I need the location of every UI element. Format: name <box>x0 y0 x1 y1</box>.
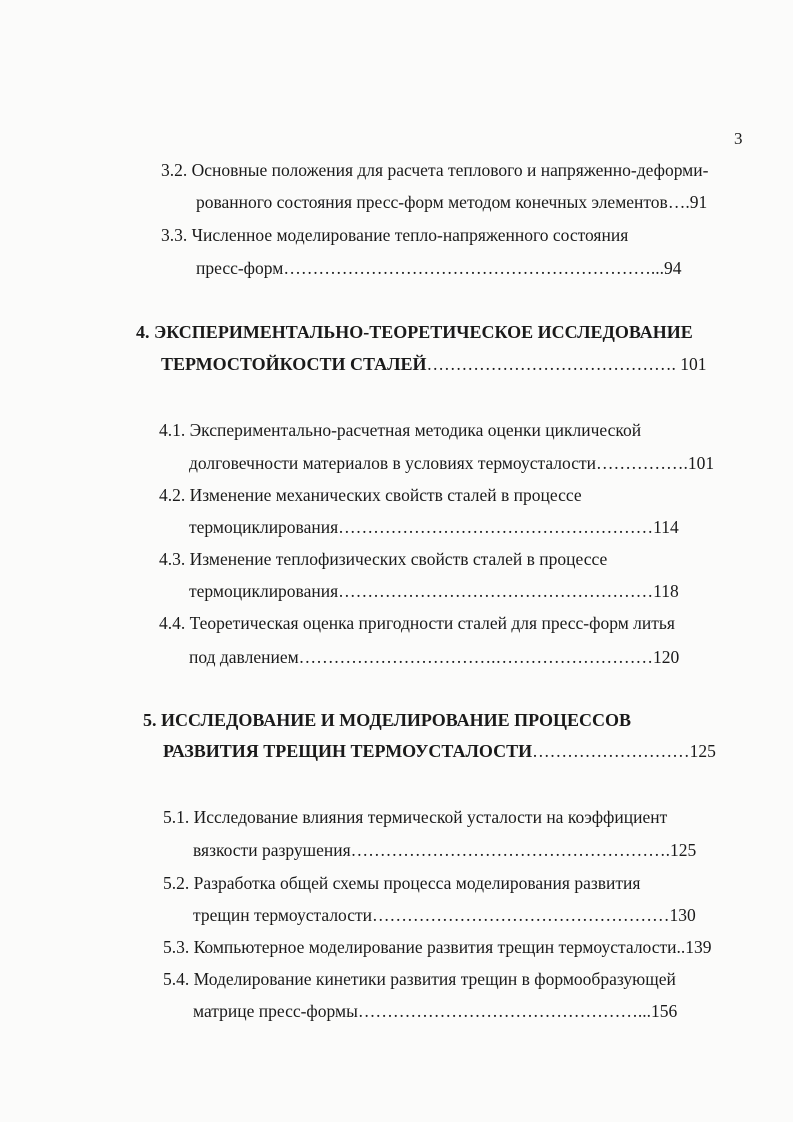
toc-4-2-line-2: термоциклирования………………………………………………114 <box>189 517 679 537</box>
toc-chapter-4-line-2 <box>161 352 707 376</box>
page-number: 3 <box>734 129 743 148</box>
toc-chapter-4-page: ……………………………………. 101 <box>426 354 707 374</box>
toc-chapter-5-page: ………………………125 <box>532 741 716 761</box>
toc-3-2-line-2: рованного состояния пресс-форм методом конечных элементов….91 <box>196 192 708 212</box>
toc-4-4-line-1: 4.4. Теоретическая оценка пригодности сталей для пресс-форм литья <box>159 613 675 633</box>
toc-3-3-line-1: 3.3. Численное моделирование тепло-напряженного состояния <box>161 225 629 245</box>
toc-4-3-line-1: 4.3. Изменение теплофизических свойств сталей в процессе <box>159 549 608 569</box>
toc-5-1-line-1: 5.1. Исследование влияния термической усталости на коэффициент <box>163 807 668 827</box>
toc-4-1-line-2: долговечности материалов в условиях термоусталости…………….101 <box>189 453 715 473</box>
toc-5-1-line-2: вязкости разрушения……………………………………………….125 <box>193 840 697 860</box>
toc-5-2-line-1: 5.2. Разработка общей схемы процесса моделирования развития <box>163 873 641 893</box>
toc-chapter-5-line-2 <box>163 739 716 763</box>
toc-chapter-5-line-1: 5. ИССЛЕДОВАНИЕ И МОДЕЛИРОВАНИЕ ПРОЦЕССОВ <box>143 710 632 730</box>
toc-5-4-line-1: 5.4. Моделирование кинетики развития трещин в формообразующей <box>163 969 676 989</box>
toc-4-1-line-1: 4.1. Экспериментально-расчетная методика оценки циклической <box>159 420 642 440</box>
toc-3-3-line-2: пресс-форм………………………………………………………...94 <box>196 258 682 278</box>
toc-4-4-line-2: под давлением…………………………….………………………120 <box>189 647 680 667</box>
toc-chapter-4-title-end: ТЕРМОСТОЙКОСТИ СТАЛЕЙ <box>161 354 427 374</box>
toc-5-2-line-2: трещин термоусталости……………………………………………130 <box>193 905 696 925</box>
toc-chapter-5-title-end: РАЗВИТИЯ ТРЕЩИН ТЕРМОУСТАЛОСТИ <box>163 741 533 761</box>
toc-4-3-line-2: термоциклирования………………………………………………118 <box>189 581 679 601</box>
toc-3-2-line-1: 3.2. Основные положения для расчета теплового и напряженно-деформи- <box>161 160 709 180</box>
toc-5-4-line-2: матрице пресс-формы…………………………………………...156 <box>193 1001 678 1021</box>
toc-4-2-line-1: 4.2. Изменение механических свойств сталей в процессе <box>159 485 582 505</box>
toc-chapter-4-line-1: 4. ЭКСПЕРИМЕНТАЛЬНО-ТЕОРЕТИЧЕСКОЕ ИССЛЕДОВАНИЕ <box>136 322 693 342</box>
toc-5-3-line-1: 5.3. Компьютерное моделирование развития трещин термоусталости..139 <box>163 937 712 957</box>
